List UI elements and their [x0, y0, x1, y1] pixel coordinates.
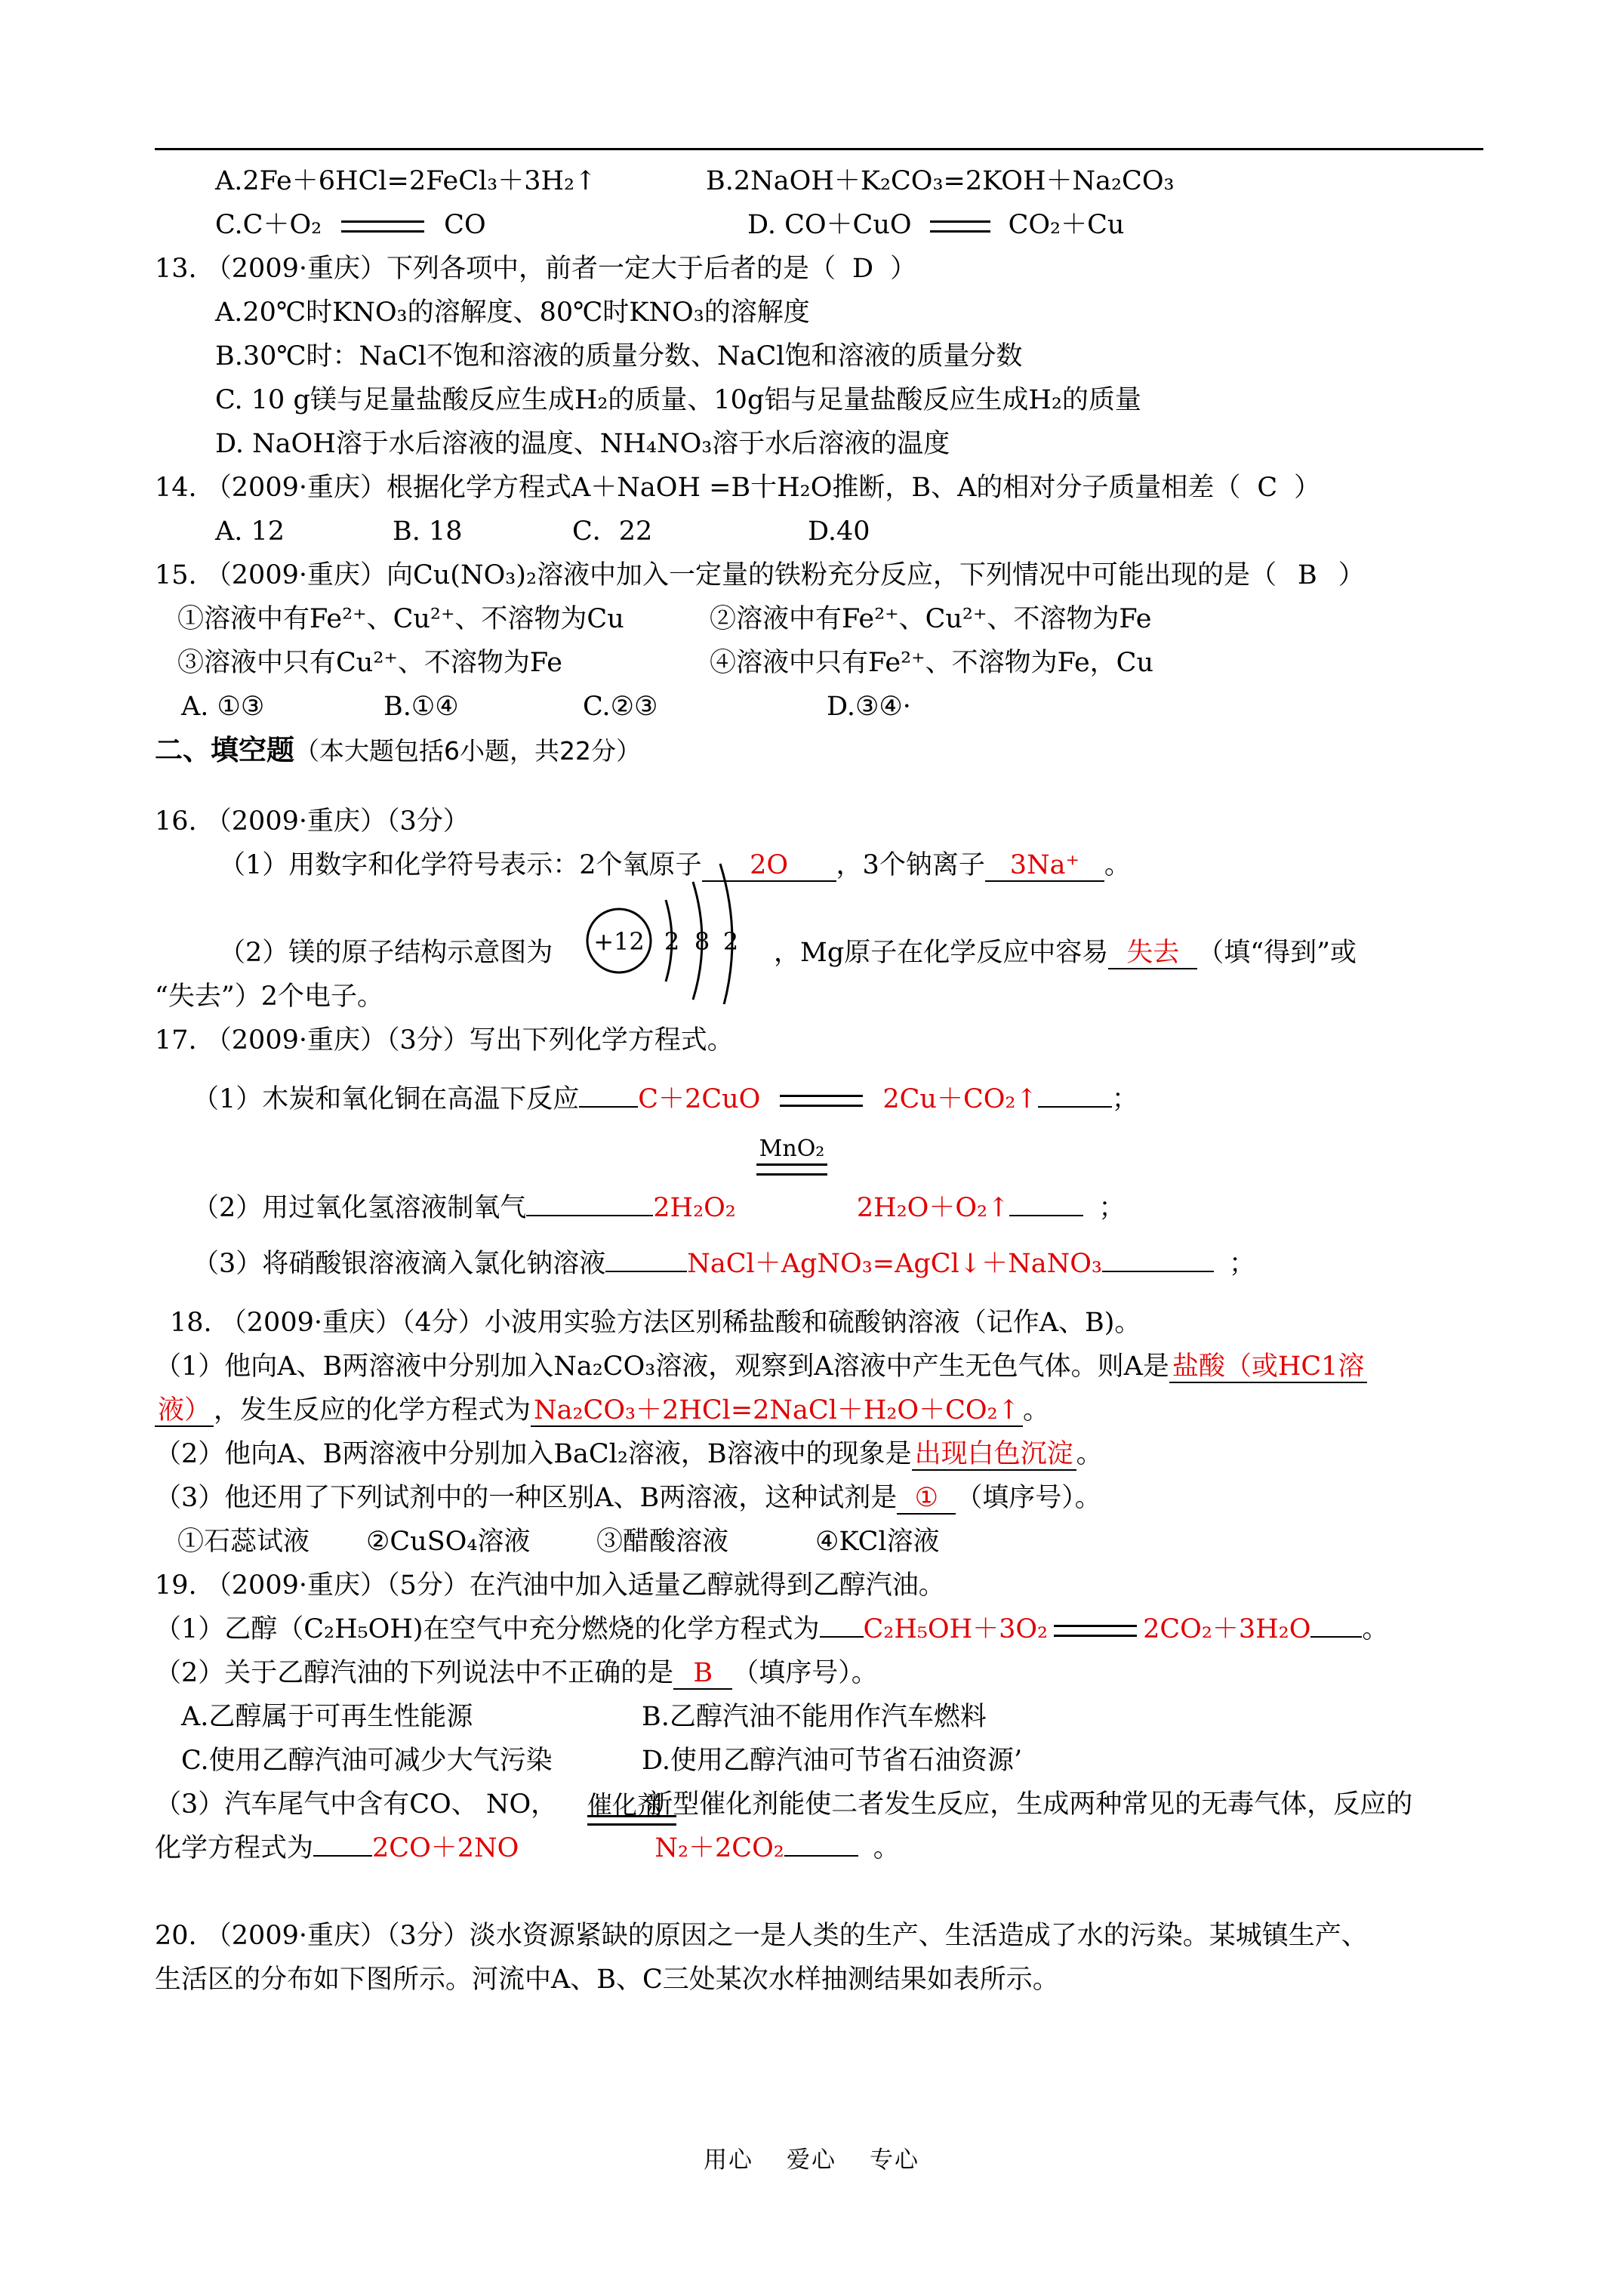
q13-answer: D: [852, 254, 874, 284]
q16-part2-prefix: （2）镁的原子结构示意图为: [219, 938, 553, 968]
q15-statement-1: ①溶液中有Fe²⁺、Cu²⁺、不溶物为Cu: [177, 604, 624, 634]
q20-line1: 20. （2009·重庆）（3分）淡水资源紧缺的原因之一是人类的生产、生活造成了水的污染。某城镇生产、: [155, 1921, 1368, 1951]
q17-stem: 17. （2009·重庆）（3分）写出下列化学方程式。: [155, 1025, 734, 1056]
q13-option-a: A.20℃时KNO₃的溶解度、80℃时KNO₃的溶解度: [215, 297, 810, 328]
q12-option-b: B.2NaOH＋K₂CO₃=2KOH＋Na₂CO₃: [706, 166, 1175, 196]
q19-option-a: A.乙醇属于可再生性能源: [181, 1702, 473, 1732]
q15-option-d: D.③④·: [827, 692, 911, 722]
q18-part2: （2）他向A、B两溶液中分别加入BaCl₂溶液，B溶液中的现象是 出现白色沉淀 。: [155, 1439, 1103, 1469]
q18-reagent-1: ①石蕊试液: [177, 1527, 310, 1557]
q15-statement-4: ④溶液中只有Fe²⁺、不溶物为Fe，Cu: [710, 648, 1153, 678]
magnesium-atom-diagram-icon: [581, 853, 770, 1004]
q12-option-c: C.C＋O₂ CO: [215, 210, 486, 240]
q16-answer-lose: 失去: [1108, 938, 1197, 969]
q17-answer-2-right: 2H₂O＋O₂↑: [856, 1193, 1010, 1223]
q18-answer-a-part1: 盐酸（或HC1溶: [1169, 1351, 1368, 1383]
q16-answer-sodium: 3Na⁺: [985, 850, 1104, 882]
q16-part1: （1）用数字和化学符号表示：2个氧原子 2O ，3个钠离子 3Na⁺ 。: [219, 850, 1131, 880]
shell-2-count: 8: [694, 927, 710, 956]
q17-answer-2-left: 2H₂O₂: [653, 1193, 736, 1223]
q18-reagent-4: ④KCl溶液: [815, 1527, 940, 1557]
equals-sign: [930, 220, 990, 233]
q15-statement-3: ③溶液中只有Cu²⁺、不溶物为Fe: [177, 648, 562, 678]
q12-option-a: A.2Fe＋6HCl=2FeCl₃＋3H₂↑: [215, 166, 597, 196]
header-rule: [155, 148, 1483, 150]
shell-3-count: 2: [722, 927, 739, 956]
q14-option-b: B. 18: [393, 516, 463, 547]
q19-option-d: D.使用乙醇汽油可节省石油资源’: [642, 1746, 1023, 1776]
q17-answer-3: NaCl＋AgNO₃=AgCl↓＋NaNO₃: [687, 1249, 1102, 1279]
section-heading: 二、填空题（本大题包括6小题，共22分）: [155, 734, 641, 766]
q18-part1-line2: 液） ，发生反应的化学方程式为 Na₂CO₃＋2HCl=2NaCl＋H₂O＋CO₂↑ 。: [155, 1394, 1049, 1427]
q19-part1: （1）乙醇（C₂H₅OH)在空气中充分燃烧的化学方程式为 C₂H₅OH＋3O₂ 2CO₂＋3H₂O 。: [155, 1614, 1389, 1644]
q16-part2-text: ，Mg原子在化学反应中容易 失去 （填“得到”或: [774, 938, 1357, 968]
equals-sign: [780, 1095, 863, 1107]
q15-option-b: B.①④: [383, 692, 459, 722]
q14-answer: C: [1257, 473, 1278, 503]
q17-part2: （2）用过氧化氢溶液制氧气 2H₂O₂ 2H₂O＋O₂↑ ；: [192, 1193, 1126, 1223]
q17-answer-1-right: 2Cu＋CO₂↑: [882, 1084, 1038, 1114]
q15-stem: 15. （2009·重庆）向Cu(NO₃)₂溶液中加入一定量的铁粉充分反应，下列情况中可能出现的是（ B ）: [155, 560, 1365, 590]
q15-statement-2: ②溶液中有Fe²⁺、Cu²⁺、不溶物为Fe: [710, 604, 1152, 634]
q16-answer-oxygen: 2O: [702, 850, 836, 882]
q19-stem: 19. （2009·重庆）（5分）在汽油中加入适量乙醇就得到乙醇汽油。: [155, 1570, 945, 1601]
q18-reagent-3: ③醋酸溶液: [596, 1527, 729, 1557]
q15-option-c: C.②③: [583, 692, 658, 722]
q17-part3: （3）将硝酸银溶液滴入氯化钠溶液 NaCl＋AgNO₃=AgCl↓＋NaNO₃ ；: [192, 1249, 1255, 1279]
q13-option-b: B.30℃时：NaCl不饱和溶液的质量分数、NaCl饱和溶液的质量分数: [215, 341, 1023, 371]
q18-part3: （3）他还用了下列试剂中的一种区别A、B两溶液，这种试剂是 ① （填序号）。: [155, 1483, 1101, 1513]
q14-stem: 14. （2009·重庆）根据化学方程式A＋NaOH =B十H₂O推断，B、A的相对分子质量相差（ C ）: [155, 473, 1321, 503]
q15-answer: B: [1298, 560, 1317, 590]
q19-answer-3-right: N₂＋2CO₂: [654, 1833, 784, 1863]
q18-stem: 18. （2009·重庆）（4分）小波用实验方法区别稀盐酸和硫酸钠溶液（记作A、B)。: [170, 1308, 1141, 1338]
nucleus-label: +12: [593, 927, 645, 956]
equals-sign: [1054, 1625, 1137, 1637]
q15-option-a: A. ①③: [181, 692, 265, 722]
q17-answer-1-left: C＋2CuO: [638, 1084, 761, 1114]
q19-option-c: C.使用乙醇汽油可减少大气污染: [181, 1746, 553, 1776]
q17-part1: （1）木炭和氧化铜在高温下反应 C＋2CuO 2Cu＋CO₂↑ ；: [192, 1084, 1138, 1114]
q18-part1: （1）他向A、B两溶液中分别加入Na₂CO₃溶液，观察到A溶液中产生无色气体。则A是 盐酸（或HC1溶: [155, 1350, 1367, 1383]
shell-1-count: 2: [664, 927, 680, 956]
mno2-catalyst-label: MnO₂: [756, 1136, 827, 1176]
q19-answer-3-left: 2CO＋2NO: [372, 1833, 519, 1863]
q20-line2: 生活区的分布如下图所示。河流中A、B、C三处某次水样抽测结果如表所示。: [155, 1965, 1059, 1995]
q19-part2: （2）关于乙醇汽油的下列说法中不正确的是 B （填序号）。: [155, 1658, 878, 1688]
equals-sign: [341, 220, 424, 233]
q18-reagent-2: ②CuSO₄溶液: [366, 1527, 531, 1557]
q16-stem: 16. （2009·重庆）（3分）: [155, 806, 470, 837]
q14-option-a: A. 12: [215, 516, 285, 547]
q13-option-d: D. NaOH溶于水后溶液的温度、NH₄NO₃溶于水后溶液的温度: [215, 429, 950, 459]
q19-answer-2: B: [673, 1658, 732, 1690]
catalyst-label: 催化剂: [587, 1786, 676, 1826]
q18-answer-precipitate: 出现白色沉淀: [912, 1439, 1076, 1471]
q13-stem: 13. （2009·重庆）下列各项中，前者一定大于后者的是（ D ）: [155, 254, 917, 284]
q12-option-d: D. CO＋CuO CO₂＋Cu: [747, 210, 1125, 240]
q14-option-c: C．22: [572, 516, 653, 547]
q18-answer-reagent: ①: [897, 1483, 956, 1515]
q18-answer-a-part2: 液）: [155, 1395, 214, 1427]
q19-part3: （3）汽车尾气中含有CO、 NO， 新型催化剂能使二者发生反应，生成两种常见的无毒气体，反应的: [155, 1789, 1413, 1820]
q19-part3-line2: 化学方程式为 2CO＋2NO N₂＋2CO₂ 。: [155, 1833, 900, 1863]
q19-option-b: B.乙醇汽油不能用作汽车燃料: [642, 1702, 987, 1732]
page-footer: 用心 爱心 专心: [704, 2147, 919, 2174]
q18-answer-equation: Na₂CO₃＋2HCl=2NaCl＋H₂O＋CO₂↑: [531, 1395, 1023, 1427]
q19-answer-1-right: 2CO₂＋3H₂O: [1143, 1614, 1311, 1644]
q14-option-d: D.40: [808, 516, 870, 547]
q16-part2-line2: “失去”）2个电子。: [155, 982, 384, 1012]
q19-answer-1-left: C₂H₅OH＋3O₂: [863, 1614, 1049, 1644]
q13-option-c: C. 10 g镁与足量盐酸反应生成H₂的质量、10g铝与足量盐酸反应生成H₂的质量: [215, 385, 1141, 415]
